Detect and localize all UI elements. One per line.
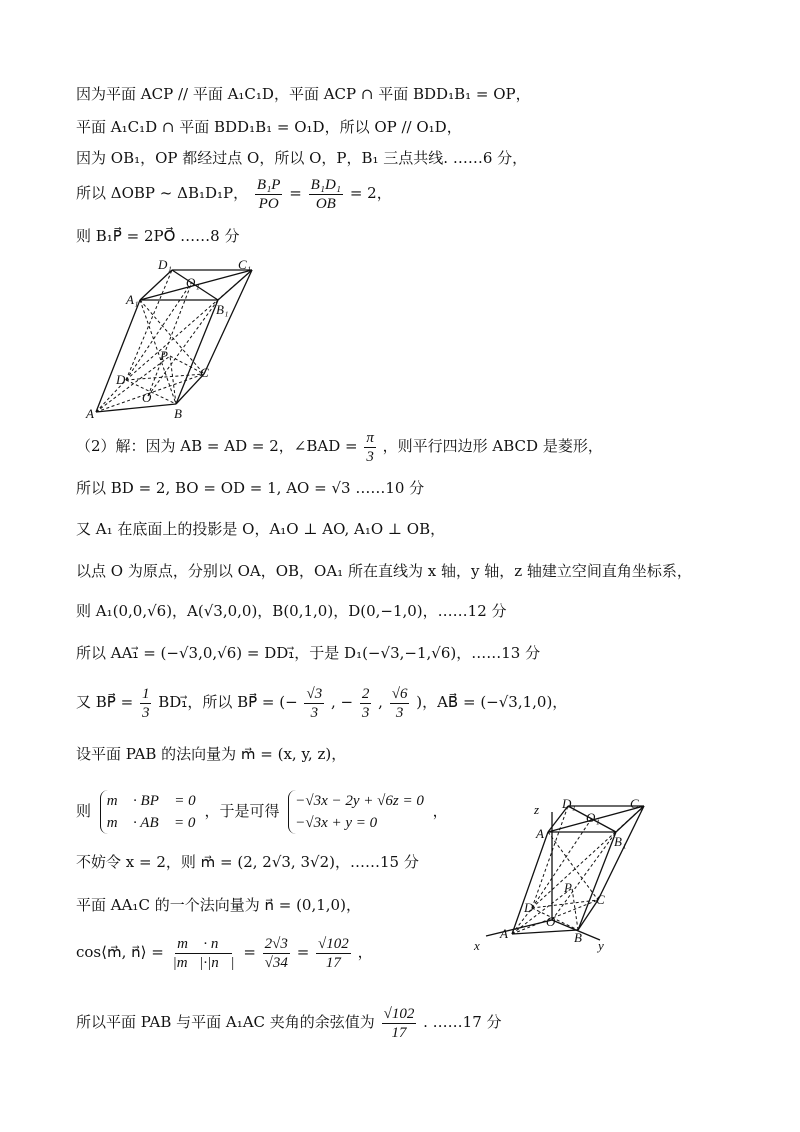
label-z: z (534, 802, 540, 817)
label-O: O (546, 914, 556, 929)
equation-system-1 (100, 790, 196, 834)
equals-sign: = (243, 943, 256, 961)
ratio-fraction-1 (255, 176, 283, 213)
fraction-numerator: π (366, 429, 374, 446)
proof-line-3: 因为 OB₁，OP 都经过点 O，所以 O，P，B₁ 三点共线. ……6 分， (76, 149, 528, 167)
fraction-numerator: √102 (383, 1005, 415, 1022)
cosine-fraction-2 (263, 935, 290, 972)
label-O1: O₁ (186, 275, 200, 290)
proof-line-17 (76, 928, 373, 976)
label-D: D (524, 900, 534, 915)
fraction-numerator: √3 (306, 685, 323, 702)
fraction-numerator: 2 (361, 685, 370, 702)
rhombus-conclusion: ，则平行四边形 ABCD 是菱形， (382, 437, 603, 455)
proof-line-2: 平面 A₁C₁D ∩ 平面 BDD₁B₁ = O₁D，所以 OP // O₁D， (76, 118, 462, 136)
fraction-numerator: 2√3 (264, 935, 288, 952)
equation: m⃗ · AB⃗ = 0 (106, 815, 196, 831)
equals-sign: = (296, 943, 310, 961)
final-cosine-fraction (382, 1005, 417, 1042)
fraction-denominator: √34 (264, 954, 288, 971)
label-O: O (142, 390, 152, 405)
bp-y-fraction (360, 685, 372, 722)
fraction-numerator: B₁P (256, 176, 281, 193)
proof-line-10: 则 A₁(0,0,√6)，A(√3,0,0)，B(0,1,0)，D(0,−1,0)，……12 分 (76, 602, 507, 620)
fraction-denominator: 17 (391, 1024, 407, 1041)
label-A: A (500, 926, 508, 941)
solution-part2-text: （2）解：因为 AB = AD = 2，∠BAD = (76, 437, 358, 455)
edge-AB (512, 930, 578, 934)
label-C: C (596, 892, 605, 907)
equation-system-2 (288, 790, 424, 834)
line-OB1 (148, 300, 218, 396)
fraction-numerator: √102 (318, 935, 349, 952)
fraction-numerator: √6 (391, 685, 408, 702)
proof-line-7: 所以 BD = 2, BO = OD = 1, AO = √3 ……10 分 (76, 479, 425, 497)
fraction-denominator: 3 (366, 448, 374, 465)
proof-line-11: 所以 AA₁⃗ = (−√3,0,√6) = DD₁⃗，于是 D₁(−√3,−1,√6)，……13 分 (76, 644, 541, 662)
equation: m⃗ · BP⃗ = 0 (106, 793, 196, 809)
proof-line-5: 则 B₁P⃗ = 2PO⃗ ……8 分 (76, 227, 240, 245)
angle-fraction (364, 429, 376, 466)
label-C: C (200, 365, 209, 380)
proof-line-9: 以点 O 为原点，分别以 OA，OB，OA₁ 所在直线为 x 轴，y 轴，z 轴建立空间直角坐标系， (76, 562, 692, 580)
proof-line-16: 平面 AA₁C 的一个法向量为 n⃗ = (0,1,0)， (76, 896, 361, 914)
line-OO1 (148, 282, 192, 396)
equals-sign: = (289, 184, 302, 202)
edge-AA1 (512, 832, 548, 934)
one-third-fraction (140, 685, 152, 722)
label-A: A (86, 406, 94, 421)
cosine-text: cos⟨m⃗, n⃗⟩ = (76, 943, 164, 961)
edge-C1C (598, 806, 644, 900)
proof-line-12 (76, 680, 567, 724)
fraction-numerator: B₁D₁ (310, 176, 342, 193)
label-C1: C₁ (630, 796, 644, 811)
proof-line-13: 设平面 PAB 的法向量为 m⃗ = (x, y, z)， (76, 745, 347, 763)
label-B: B (574, 930, 582, 945)
equation: −√3x − 2y + √6z = 0 (295, 793, 424, 809)
line-BP (170, 356, 176, 404)
label-P: P (160, 348, 168, 363)
then-text: 则 (76, 802, 92, 820)
fraction-denominator: 3 (361, 704, 370, 721)
line-PC (170, 356, 204, 374)
separator: , − (330, 693, 354, 711)
vector-AB-text: )，AB⃗ = (−√3,1,0)， (416, 693, 568, 711)
edge-DD1 (126, 270, 172, 380)
label-B1: B₁ (216, 302, 229, 317)
proof-line-4 (76, 172, 392, 214)
bp-z-fraction (390, 685, 410, 722)
fraction-numerator: m⃗ · n⃗ (177, 935, 231, 952)
label-B1: B₁ (614, 834, 627, 849)
parallelepiped-figure-2 (468, 796, 658, 958)
fraction-denominator: OB (315, 195, 336, 212)
edge-C1C (204, 270, 252, 374)
label-P: P (564, 880, 572, 895)
score-marker: . ……17 分 (423, 1013, 502, 1031)
similar-triangles-text: 所以 ΔOBP ~ ΔB₁D₁P， (76, 184, 249, 202)
label-D: D (116, 372, 126, 387)
label-B: B (174, 406, 182, 421)
fraction-denominator: PO (258, 195, 279, 212)
parallelepiped-figure-1 (80, 256, 270, 426)
vector-BP-text: 又 BP⃗ = (76, 693, 134, 711)
bp-x-fraction (304, 685, 324, 722)
fraction-numerator: 1 (141, 685, 150, 702)
fraction-denominator: 3 (310, 704, 319, 721)
line-AP (512, 888, 572, 934)
hence-text: ，于是可得 (204, 802, 280, 820)
separator: , (378, 693, 383, 711)
punctuation: ， (432, 802, 448, 820)
label-A1: A₁ (126, 292, 139, 307)
edge-DD1 (532, 806, 568, 908)
label-O1: O₁ (586, 810, 600, 825)
label-A1: A (536, 826, 544, 841)
cosine-fraction-3 (316, 935, 351, 972)
proof-line-8: 又 A₁ 在底面上的投影是 O，A₁O ⊥ AO, A₁O ⊥ OB， (76, 520, 446, 538)
proof-line-1: 因为平面 ACP // 平面 A₁C₁D，平面 ACP ∩ 平面 BDD₁B₁ = OP， (76, 85, 531, 103)
label-x: x (474, 938, 480, 953)
equation: −√3x + y = 0 (295, 815, 378, 831)
final-answer-text: 所以平面 PAB 与平面 A₁AC 夹角的余弦值为 (76, 1013, 375, 1031)
proof-line-14 (76, 786, 448, 836)
proof-line-15: 不妨令 x = 2，则 m⃗ = (2, 2√3, 3√2)，……15 分 (76, 853, 419, 871)
cosine-fraction-1 (171, 935, 237, 972)
ratio-fraction-2 (309, 176, 343, 213)
label-D1: D₁ (562, 796, 576, 811)
label-D1: D₁ (158, 257, 172, 272)
ratio-result: = 2， (349, 184, 392, 202)
edge-BB1 (176, 300, 218, 404)
line-A1C (548, 832, 598, 900)
fraction-denominator: 17 (325, 954, 341, 971)
fraction-denominator: 3 (395, 704, 404, 721)
fraction-denominator: |m⃗|·|n⃗| (172, 954, 235, 971)
fraction-denominator: 3 (141, 704, 150, 721)
label-C1: C₁ (238, 257, 252, 272)
punctuation: ， (357, 943, 373, 961)
edge-DC (126, 374, 204, 380)
label-y: y (598, 938, 604, 953)
proof-line-18 (76, 998, 502, 1046)
vector-BP-result-text: BD₁⃗，所以 BP⃗ = (− (158, 693, 298, 711)
line-OB1 (552, 832, 616, 920)
proof-line-6 (76, 426, 603, 466)
